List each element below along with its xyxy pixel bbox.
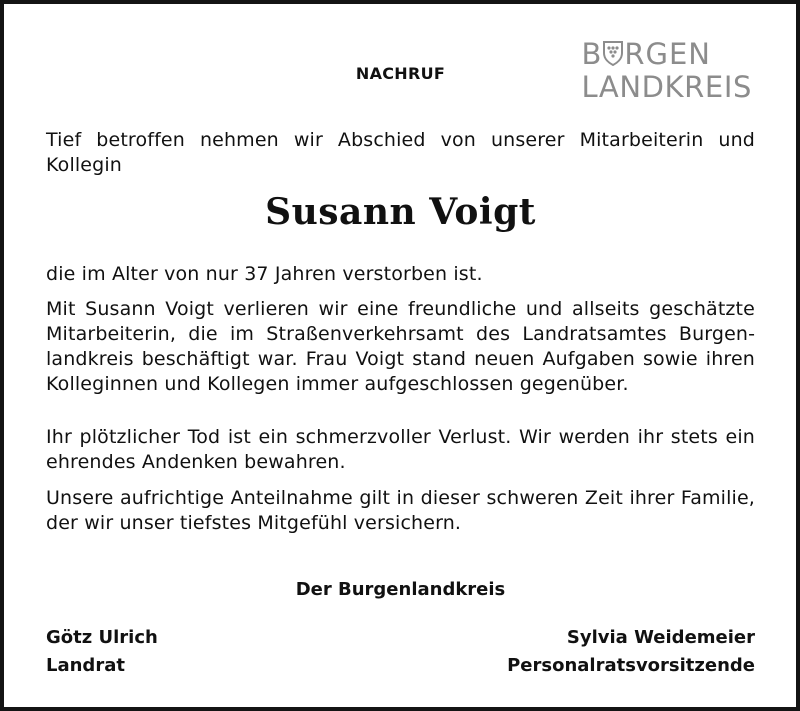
signatory-name: Götz Ulrich — [46, 627, 158, 648]
burgenlandkreis-logo — [581, 38, 752, 104]
paragraph-condolence: Unsere aufrichtige Anteilnahme gilt in dieser schweren Zeit ihrer Familie, der wir unser tiefstes Mitgefühl versichern. — [46, 487, 755, 534]
notice-heading: NACHRUF — [355, 64, 446, 83]
paragraph-age: die im Alter von nur 37 Jahren verstorben ist. — [46, 263, 483, 285]
signatory-role: Landrat — [46, 655, 125, 676]
logo-line-1: B RGEN — [581, 37, 711, 71]
logo-line-2: LANDKREIS — [581, 70, 752, 104]
deceased-name: Susann Voigt — [265, 191, 536, 233]
signature-right — [507, 624, 755, 680]
paragraph-loss: Ihr plötzlicher Tod ist ein schmerzvoller Verlust. Wir werden ihr stets ein ehrendes Andenken bewahren. — [46, 426, 755, 473]
sender-line: Der Burgenlandkreis — [295, 579, 506, 600]
paragraph-tribute: Mit Susann Voigt verlieren wir eine freundliche und allseits geschätzte Mitarbeiterin, die im Straßenverkehrsamt des Landratsamtes Burgenlandkreis beschäftigt war. Frau Voigt stand neuen Aufgaben sowie ihren Kolleginnen und Kollegen immer aufgeschlossen gegenüber. — [46, 298, 755, 395]
signatory-name: Sylvia Weidemeier — [566, 627, 755, 648]
signatory-role: Personalratsvorsitzende — [507, 655, 755, 676]
signature-left — [46, 624, 158, 680]
intro-text: Tief betroffen nehmen wir Abschied von unserer Mitarbeiterin und Kollegin — [46, 129, 755, 176]
coat-of-arms-icon — [602, 40, 624, 66]
